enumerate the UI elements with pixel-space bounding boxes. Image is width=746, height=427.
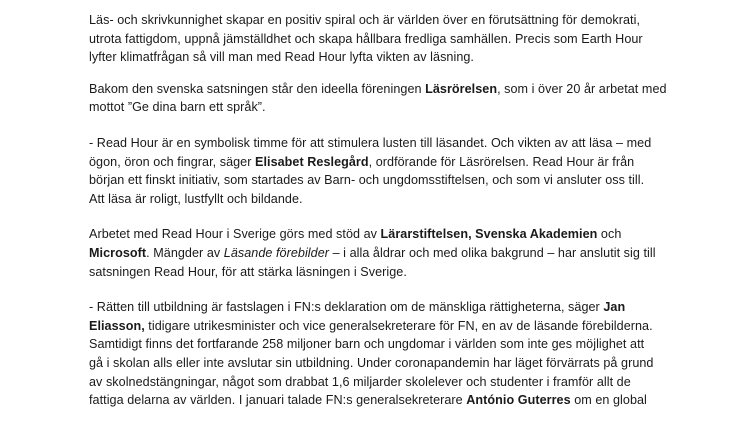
bold-jan: Jan — [603, 300, 626, 315]
text-line: Bakom den svenska satsningen står den ideella föreningen Läsrörelsen, som i över 20 år arbetat med — [89, 81, 667, 96]
bold-lasrorelsen: Läsrörelsen — [425, 81, 498, 96]
paragraph-literacy-spiral — [89, 11, 689, 67]
text-line: satsningen Read Hour, för att stärka läsningen i Sverige. — [89, 264, 407, 279]
text-line: Microsoft. Mängder av Läsande förebilder – i alla åldrar och med olika bakgrund – har anslutit sig till — [89, 245, 656, 260]
text-line: Arbetet med Read Hour i Sverige görs med stöd av Lärarstiftelsen, Svenska Akademien och — [89, 227, 622, 242]
text-line: - Read Hour är en symbolisk timme för att stimulera lusten till läsandet. Och vikten av att läsa – med — [89, 135, 652, 150]
italic-lasande-forebilder: Läsande förebilder — [223, 245, 330, 260]
bold-larastiftelsen-akademien: Lärarstiftelsen, Svenska Akademien — [380, 227, 598, 242]
bold-eliasson: Eliasson, — [89, 318, 145, 333]
document-body — [89, 11, 689, 427]
paragraph-supporters — [89, 225, 689, 281]
text-line: utrota fattigdom, uppnå jämställdhet och skapa hållbara fredliga samhällen. Precis som Earth Hour — [89, 31, 643, 46]
text-line: lyfter klimatfrågan så vill man med Read Hour lyfta vikten av läsning. — [89, 50, 474, 65]
text-line: - Rätten till utbildning är fastslagen i FN:s deklaration om de mänskliga rättigheterna, säger Jan — [89, 300, 626, 315]
bold-microsoft: Microsoft — [89, 245, 147, 260]
text-line: gå i skolan alls eller inte avslutar sin utbildning. Under coronapandemin har läget förvärrats på grund — [89, 355, 654, 370]
bold-elisabet-reslegard: Elisabet Reslegård — [255, 154, 369, 169]
text-line: av skolnedstängningar, något som drabbat 1,6 miljarder skolelever och studenter i framför allt de — [89, 374, 631, 389]
text-line: Läs- och skrivkunnighet skapar en positiv spiral och är världen över en förutsättning för demokrati, — [89, 13, 641, 27]
bold-antonio-guterres: António Guterres — [466, 393, 571, 408]
paragraph-read-hour-quote — [89, 134, 689, 208]
text-line: mottot ”Ge dina barn ett språk”. — [89, 100, 266, 115]
text-line: Eliasson, tidigare utrikesminister och vice generalsekreterare för FN, en av de läsande förebilderna. — [89, 318, 653, 333]
text-line: Samtidigt finns det fortfarande 258 miljoner barn och ungdomar i världen som inte ges möjlighet att — [89, 337, 645, 352]
text-line: början ett finskt initiativ, som startades av Barn- och ungdomsstiftelsen, och som vi ansluter oss till. — [89, 173, 645, 188]
text-line: ögon, öron och fingrar, säger Elisabet Reslegård, ordförande för Läsrörelsen. Read Hour är från — [89, 154, 635, 169]
paragraph-jan-eliasson — [89, 298, 689, 410]
text-line: Att läsa är roligt, lustfyllt och bildande. — [89, 191, 303, 206]
paragraph-lasrorelsen — [89, 80, 689, 117]
text-line: fattiga delarna av världen. I januari talade FN:s generalsekreterare António Guterres om en global — [89, 393, 647, 408]
